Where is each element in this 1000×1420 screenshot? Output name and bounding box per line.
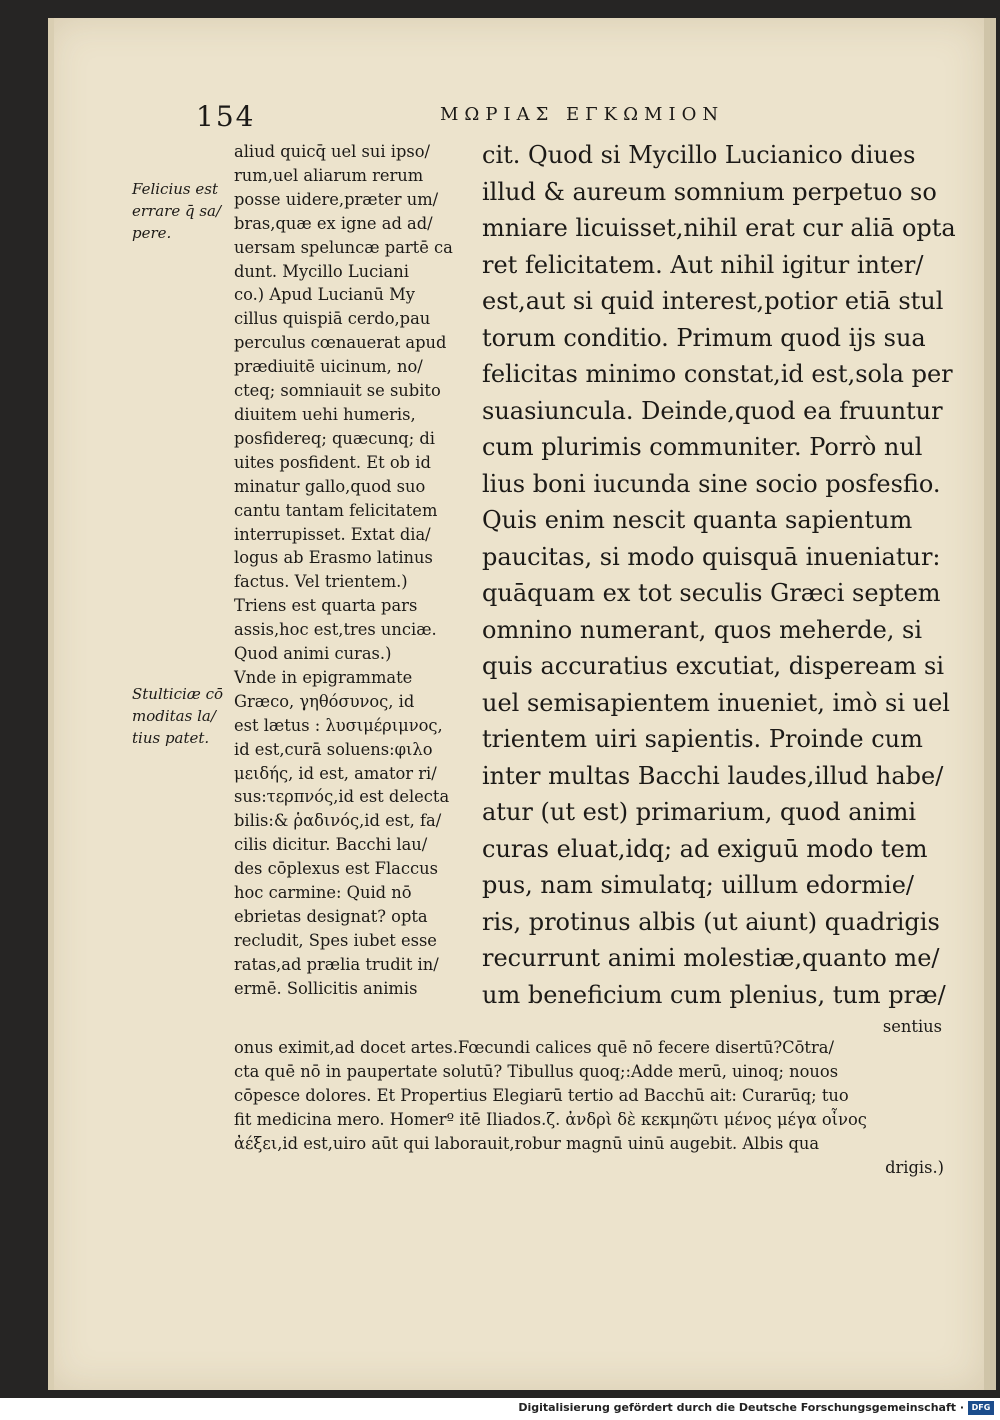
main-text-line: Quis enim nescit quanta sapientum (482, 506, 913, 534)
commentary-line: cteq; somniauit se subito (234, 381, 441, 401)
bottom-line: onus eximit,ad docet artes.Fœcundi calices quē nō fecere disertū?Cōtra/ (234, 1038, 834, 1057)
commentary-line: prædiuitē uicinum, no/ (234, 357, 423, 377)
commentary-line: co.) Apud Lucianū My (234, 285, 415, 305)
main-text-line: ris, protinus albis (ut aiunt) quadrigis (482, 907, 940, 936)
main-text-line: uel semisapientem inueniet, imò si uel (482, 688, 950, 717)
commentary-line: dunt. Mycillo Luciani (234, 261, 409, 281)
margin-note-line: moditas la/ (132, 707, 216, 725)
main-text-line: est,aut si quid interest,potior etiā stul (482, 287, 944, 315)
commentary-line: posse uidere,præter um/ (234, 189, 439, 209)
main-text-line: trientem uiri sapientis. Proinde cum (482, 725, 923, 753)
page-number: 154 (196, 100, 256, 133)
bottom-line: cta quē nō in paupertate solutū? Tibullus quoq;:Adde merū, uinoq; nouos (234, 1061, 839, 1081)
commentary-line: cillus quispiā cerdo,pau (234, 309, 431, 329)
commentary-line: sus:τερπνός,id est delecta (234, 787, 450, 807)
margin-note (132, 178, 221, 244)
main-text-line: quāquam ex tot seculis Græci septem (482, 579, 941, 607)
commentary-line: cantu tantam felicitatem (234, 500, 438, 520)
main-text-line: omnino numerant, quos meherde, si (482, 615, 923, 644)
main-text-column (482, 137, 956, 1039)
main-text-line: mniare licuisset,nihil erat cur aliā opta (482, 214, 956, 242)
commentary-line: minatur gallo,quod suo (234, 476, 426, 496)
dfg-logo: DFG (968, 1401, 994, 1415)
catchword: drigis.) (885, 1157, 944, 1177)
commentary-line: Quod animi curas.) (234, 644, 392, 664)
commentary-line: diuitem uehi humeris, (234, 404, 416, 424)
commentary-line: uites posfident. Et ob id (234, 452, 431, 472)
commentary-line: est lætus : λυσιμέριμνος, (234, 715, 443, 735)
commentary-line: bras,quæ ex igne ad ad/ (234, 213, 433, 233)
commentary-line: Vnde in epigrammate (234, 667, 413, 687)
commentary-line: perculus cœnauerat apud (234, 333, 447, 353)
main-text-line: suasiuncula. Deinde,quod ea fruuntur (482, 396, 943, 425)
main-text-line: lius boni iucunda sine socio posfesfio. (482, 469, 941, 498)
page-gutter (48, 18, 54, 1390)
main-text-line: um beneficium cum plenius, tum præ/ (482, 980, 946, 1009)
main-text-line: curas eluat,idq; ad exiguū modo tem (482, 834, 928, 863)
main-text-line: cit. Quod si Mycillo Lucianico diues (482, 141, 916, 169)
main-text-line: recurrunt animi molestiæ,quanto me/ (482, 944, 940, 972)
bottom-line: fit medicina mero. Homerº itē Iliados.ζ. ἀνδρὶ δὲ κεκμηῶτι μένος μέγα οἶνος (234, 1109, 867, 1129)
main-text-line: inter multas Bacchi laudes,illud habe/ (482, 761, 944, 790)
commentary-line: posfidereq; quæcunq; di (234, 428, 436, 448)
commentary-line: μειδής, id est, amator ri/ (234, 763, 437, 783)
bottom-line: ἀέξει,id est,uiro aūt qui laborauit,robur magnū uinū augebit. Albis qua (234, 1133, 820, 1153)
page-edge (984, 18, 996, 1390)
commentary-line: hoc carmine: Quid nō (234, 883, 412, 903)
margin-note-line: pere. (132, 224, 172, 242)
footer-credit: Digitalisierung gefördert durch die Deutsche Forschungsgemeinschaft · (518, 1401, 964, 1414)
commentary-line: rum,uel aliarum rerum (234, 165, 424, 185)
main-text-line: quis accuratius excutiat, dispeream si (482, 652, 945, 680)
commentary-line: aliud quicq̄ uel sui ipso/ (234, 142, 431, 161)
running-head: ΜΩΡΙΑΣ ΕΓΚΩΜΙΟΝ (440, 104, 725, 125)
main-text-line: paucitas, si modo quisquā inueniatur: (482, 542, 941, 571)
bottom-commentary (234, 1036, 944, 1179)
commentary-line: recludit, Spes iubet esse (234, 930, 437, 950)
margin-note-line: tius patet. (132, 729, 210, 747)
commentary-line: Triens est quarta pars (234, 596, 418, 616)
commentary-line: ermē. Sollicitis animis (234, 978, 418, 998)
main-text-line: pus, nam simulatq; uillum edormie/ (482, 871, 914, 899)
commentary-line: ratas,ad prælia trudit in/ (234, 954, 439, 974)
commentary-line: ebrietas designat? opta (234, 907, 428, 926)
main-text-line: cum plurimis communiter. Porrò nul (482, 433, 923, 461)
commentary-line: des cōplexus est Flaccus (234, 859, 438, 879)
commentary-line: interrupisset. Extat dia/ (234, 524, 431, 544)
main-text-line: illud & aureum somnium perpetuo so (482, 177, 937, 206)
main-text-line: felicitas minimo constat,id est,sola per (482, 360, 953, 388)
catchword: sentius (882, 1017, 942, 1036)
bottom-line: cōpesce dolores. Et Propertius Elegiarū tertio ad Bacchū ait: Curarūq; tuo (234, 1085, 849, 1105)
margin-note-line: Felicius est (132, 180, 218, 198)
commentary-line: factus. Vel trientem.) (234, 572, 408, 592)
margin-note-line: Stulticiæ cō (132, 685, 224, 703)
commentary-line: assis,hoc est,tres unciæ. (234, 620, 437, 640)
commentary-line: logus ab Erasmo latinus (234, 548, 433, 568)
main-text-line: atur (ut est) primarium, quod animi (482, 798, 917, 826)
commentary-column (234, 140, 472, 1001)
margin-note-line: errare q̄ sa/ (132, 202, 222, 220)
main-text-line: ret felicitatem. Aut nihil igitur inter/ (482, 250, 924, 279)
commentary-line: Græco, γηθόσυνος, id (234, 691, 415, 711)
commentary-line: id est,curā soluens:φιλο (234, 739, 433, 759)
margin-note (132, 683, 223, 749)
commentary-line: uersam speluncæ partē ca (234, 237, 453, 257)
commentary-line: bilis:& ῥαδινός,id est, fa/ (234, 811, 442, 831)
main-text-line: torum conditio. Primum quod ijs sua (482, 323, 926, 352)
footer-bar (0, 1398, 1000, 1420)
commentary-line: cilis dicitur. Bacchi lau/ (234, 835, 428, 855)
